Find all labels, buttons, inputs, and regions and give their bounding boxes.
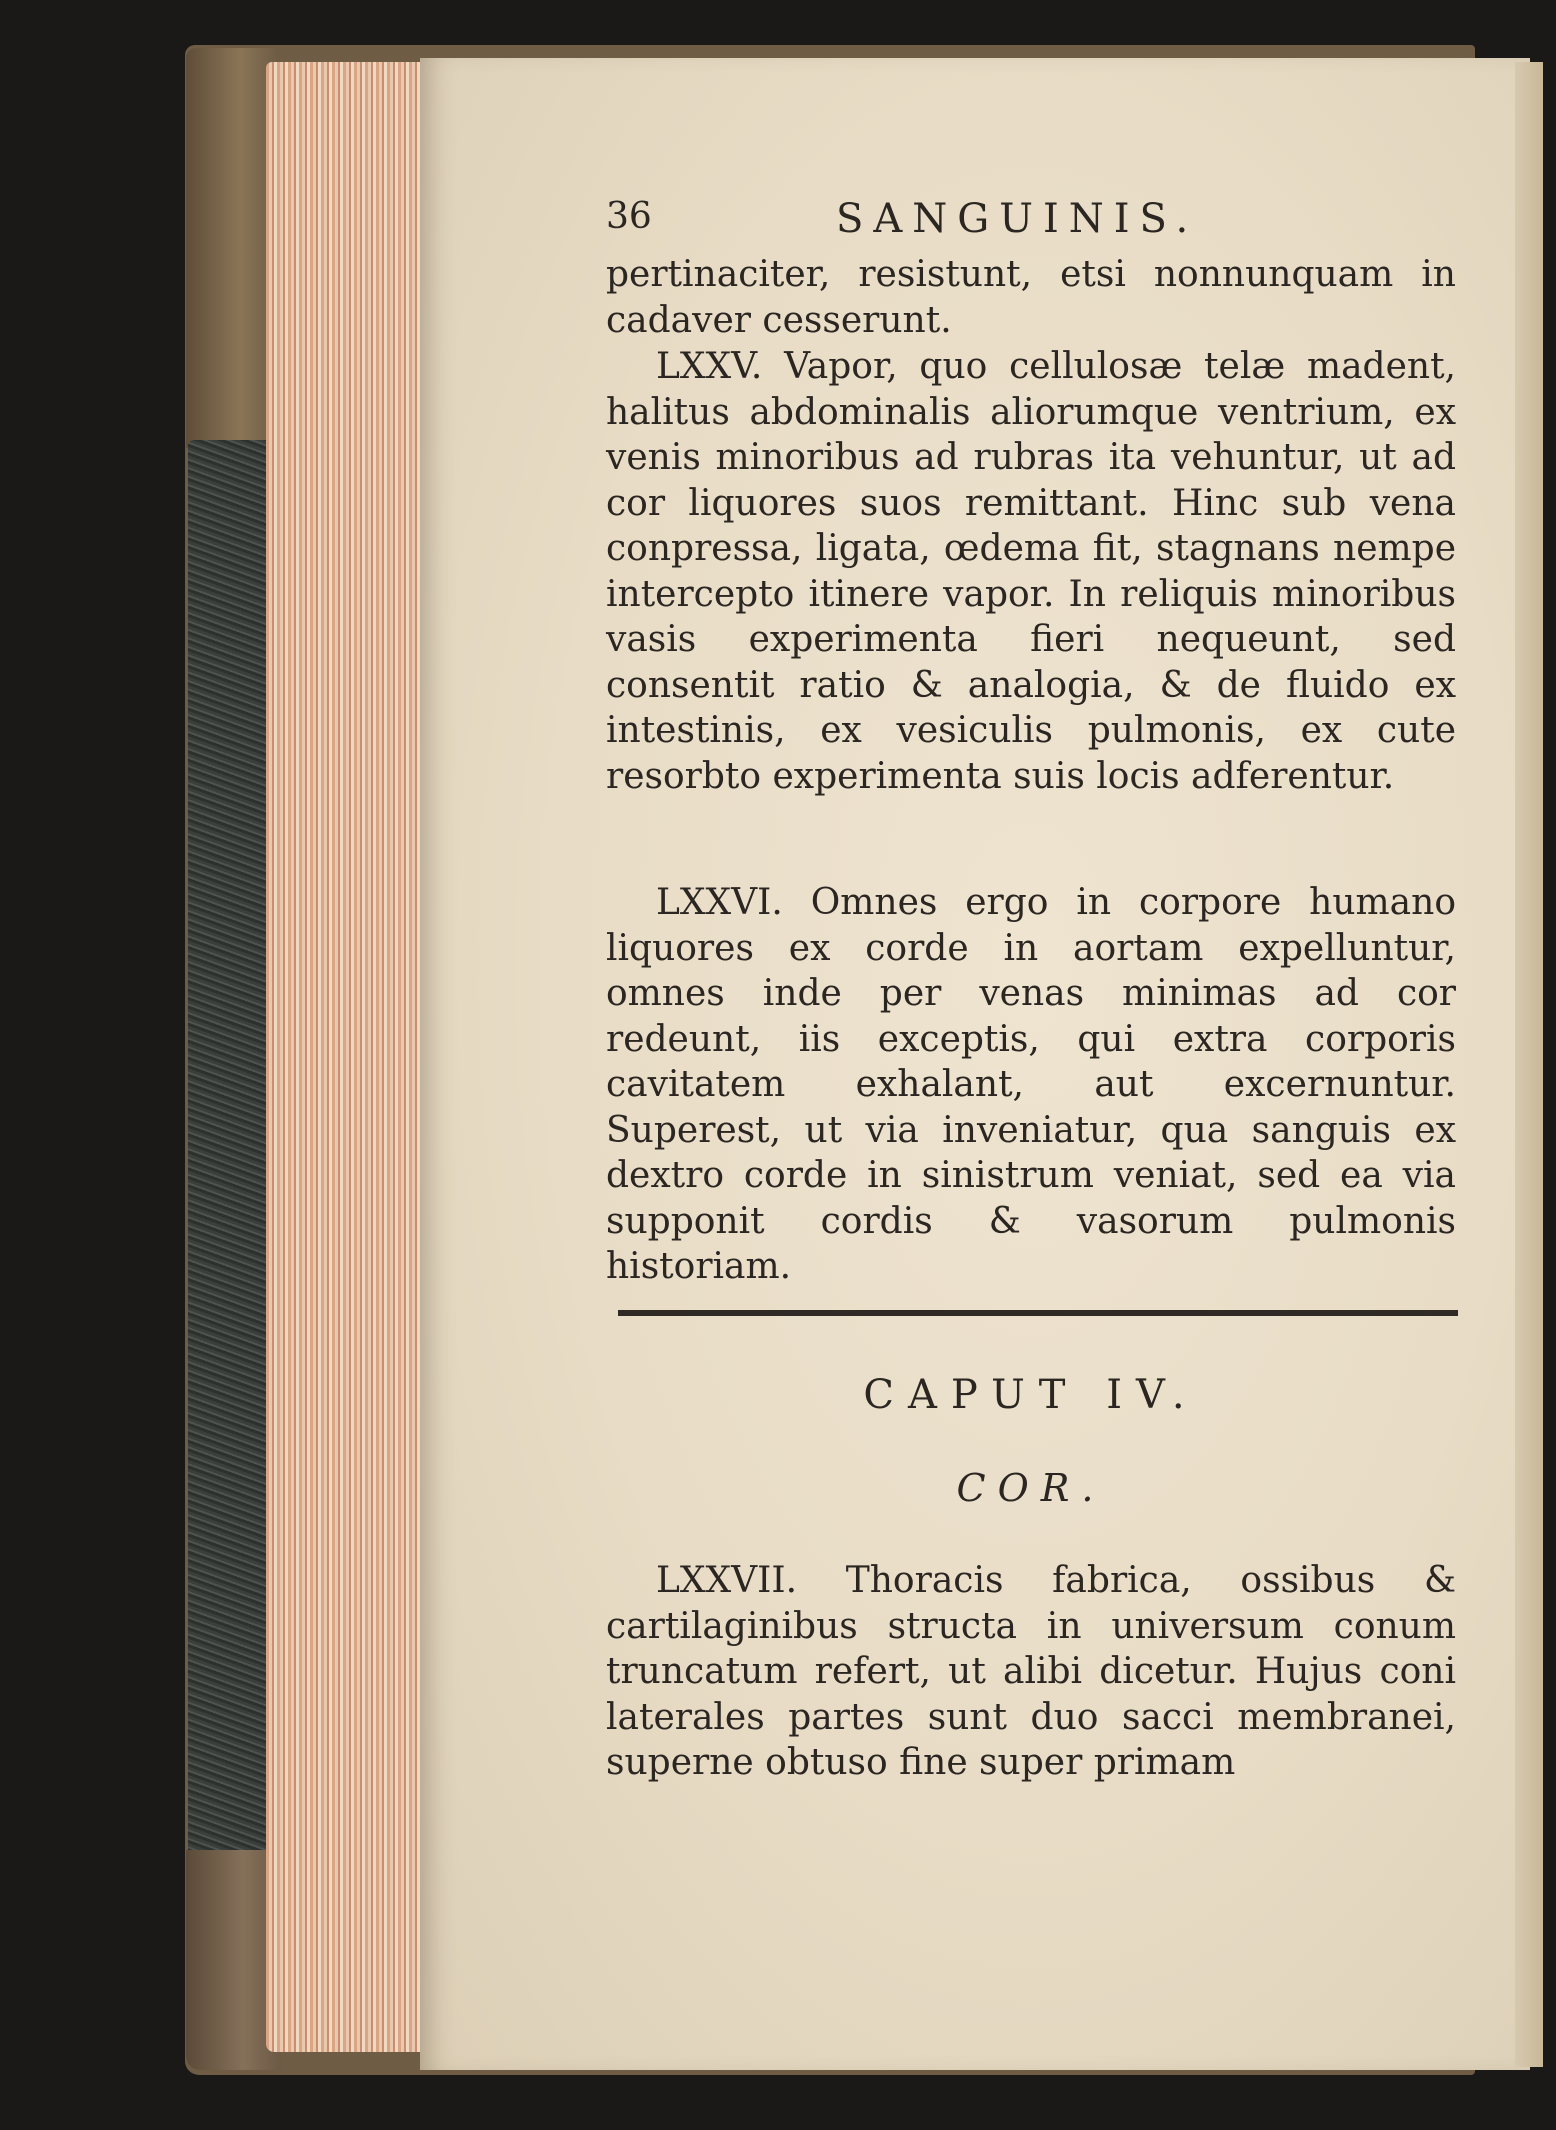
page-edges bbox=[266, 62, 431, 2052]
text-block-p76 bbox=[606, 880, 1456, 1290]
section-rule bbox=[618, 1310, 1458, 1316]
running-head: SANGUINIS. bbox=[836, 196, 1199, 242]
book-spine-marbled bbox=[188, 440, 270, 1860]
text-block-continuation bbox=[606, 252, 1456, 343]
text-block-p75 bbox=[606, 344, 1456, 799]
page-number: 36 bbox=[606, 196, 652, 237]
chapter-title: COR. bbox=[956, 1466, 1106, 1510]
paragraph-lxxvii: LXXVII. Thoracis fabrica, ossibus & cartilaginibus structa in universum conum truncatum refert, ut alibi dicetur. Hujus coni laterales partes sunt duo sacci membranei, superne obtuso fine super primam bbox=[606, 1560, 1456, 1783]
chapter-heading: CAPUT IV. bbox=[863, 1372, 1199, 1418]
page-right-edge bbox=[1515, 62, 1543, 2067]
paragraph-lxxvi: LXXVI. Omnes ergo in corpore humano liquores ex corde in aortam expelluntur, omnes inde per venas minimas ad cor redeunt, iis exceptis, qui extra corporis cavitatem exhalant, aut excernuntur. Superest, ut via inveniatur, qua sanguis ex dextro corde in sinistrum veniat, sed ea via supponit cordis & vasorum pulmonis historiam. bbox=[606, 882, 1456, 1287]
paragraph-continuation: pertinaciter, resistunt, etsi nonnunquam in cadaver cesserunt. bbox=[606, 254, 1456, 341]
paragraph-lxxv: LXXV. Vapor, quo cellulosæ telæ madent, halitus abdominalis aliorumque ventrium, ex venis minoribus ad rubras ita vehuntur, ut ad cor liquores suos remittant. Hinc sub vena conpressa, ligata, œdema fit, stagnans nempe intercepto itinere vapor. In reliquis minoribus vasis experimenta fieri nequeunt, sed consentit ratio & analogia, & de fluido ex intestinis, ex vesiculis pulmonis, ex cute resorbto experimenta suis locis adferentur. bbox=[606, 346, 1456, 797]
page-header bbox=[606, 196, 1456, 248]
book-spine-top bbox=[186, 48, 276, 448]
text-block-p77 bbox=[606, 1558, 1456, 1786]
